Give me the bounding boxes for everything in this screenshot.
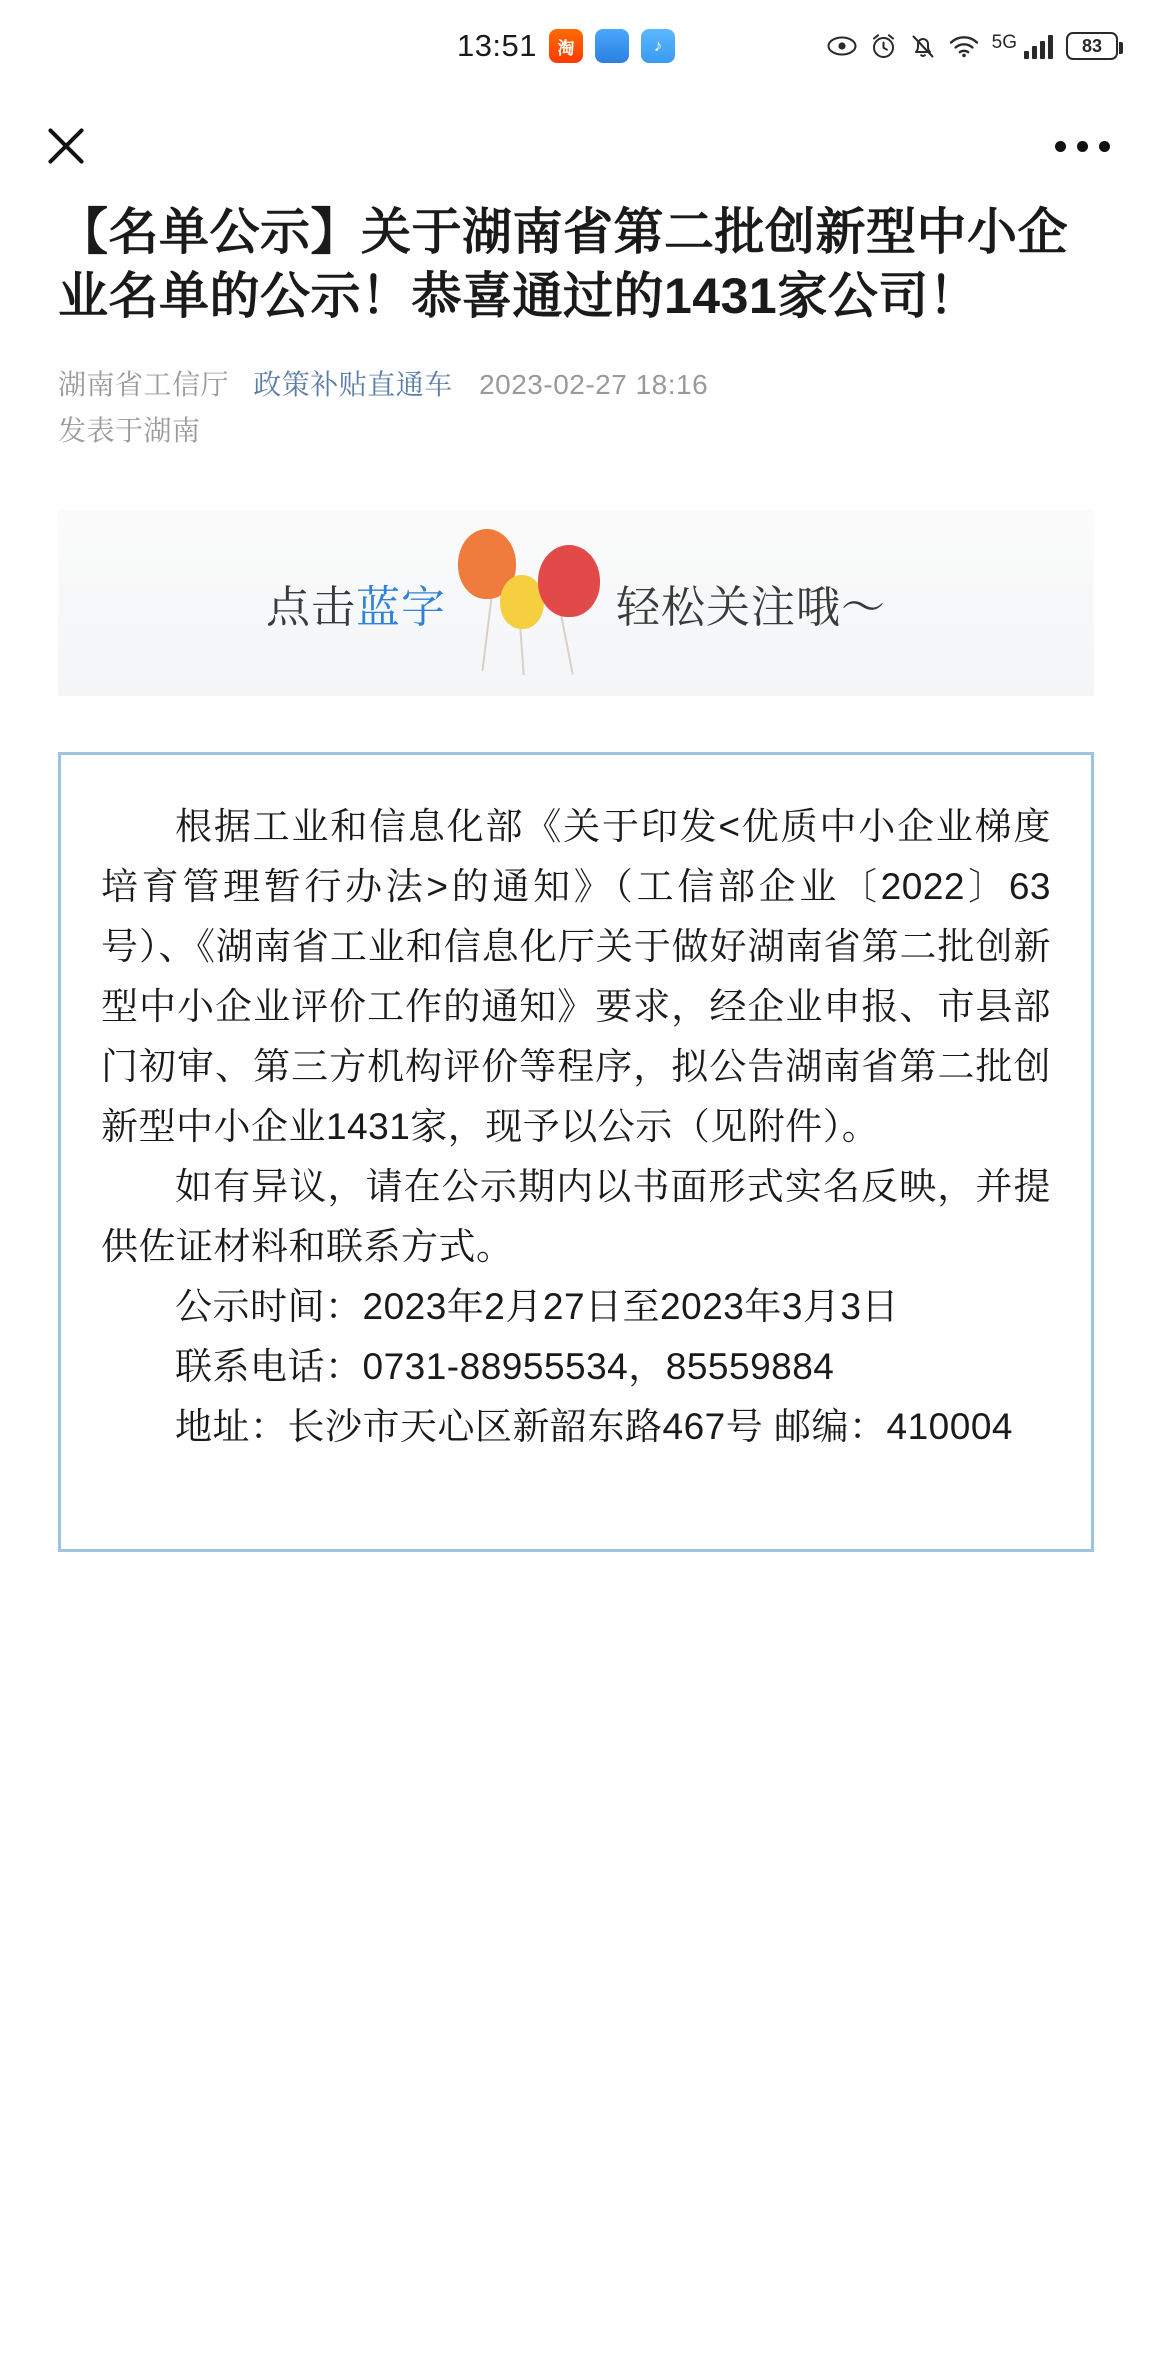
follow-banner[interactable] bbox=[58, 510, 1094, 696]
nav-bar bbox=[0, 92, 1152, 200]
battery-indicator: 83 bbox=[1066, 32, 1118, 60]
banner-text-left bbox=[266, 571, 446, 635]
music-icon: ♪ bbox=[641, 29, 675, 63]
alarm-icon bbox=[870, 33, 897, 60]
article-account-link[interactable]: 政策补贴直通车 bbox=[253, 369, 453, 400]
page-title: 【名单公示】关于湖南省第二批创新型中小企业名单的公示！恭喜通过的1431家公司！ bbox=[58, 204, 1068, 324]
more-options-icon[interactable] bbox=[1051, 129, 1114, 164]
paragraph-3: 公示时间：2023年2月27日至2023年3月3日 bbox=[175, 1285, 900, 1327]
status-bar-right bbox=[798, 32, 1118, 60]
bell-mute-icon bbox=[910, 33, 936, 60]
paragraph-5: 地址：长沙市天心区新韶东路467号 邮编：410004 bbox=[175, 1405, 1013, 1447]
status-clock: 13:51 bbox=[456, 28, 538, 63]
article-meta bbox=[58, 362, 1094, 454]
paragraph-2: 如有异议，请在公示期内以书面形式实名反映，并提供佐证材料和联系方式。 bbox=[101, 1166, 1051, 1267]
balloons-icon bbox=[446, 523, 616, 683]
signal-icon bbox=[1024, 33, 1053, 59]
banner-text-highlight: 蓝字 bbox=[356, 583, 446, 633]
wifi-icon bbox=[949, 35, 979, 58]
eye-icon bbox=[827, 35, 857, 57]
article-source: 湖南省工信厅 bbox=[58, 369, 230, 400]
article-header bbox=[0, 200, 1152, 454]
paragraph-1: 根据工业和信息化部《关于印发<优质中小企业梯度培育管理暂行办法>的通知》（工信部企业〔2022〕63号）、《湖南省工业和信息化厅关于做好湖南省第二批创新型中小企业评价工作的通知》要求，经企业申报、市县部门初审、第三方机构评价等程序，拟公告湖南省第二批创新型中小企业1431家，现予以公示（见附件）。 bbox=[101, 806, 1051, 1148]
banner-text-before: 点击 bbox=[266, 583, 356, 633]
banner-text-right: 轻松关注哦～ bbox=[616, 583, 886, 633]
taobao-icon: 淘 bbox=[549, 29, 583, 63]
article-location: 发表于湖南 bbox=[58, 415, 201, 447]
status-bar bbox=[0, 0, 1152, 92]
article-datetime: 2023-02-27 18:16 bbox=[479, 369, 709, 400]
cloud-icon bbox=[595, 29, 629, 63]
status-bar-center bbox=[457, 28, 675, 64]
article-body bbox=[58, 752, 1094, 1552]
paragraph-4: 联系电话：0731-88955534，85559884 bbox=[175, 1345, 835, 1387]
network-type-label: 5G bbox=[991, 32, 1017, 53]
close-icon[interactable] bbox=[38, 118, 94, 174]
